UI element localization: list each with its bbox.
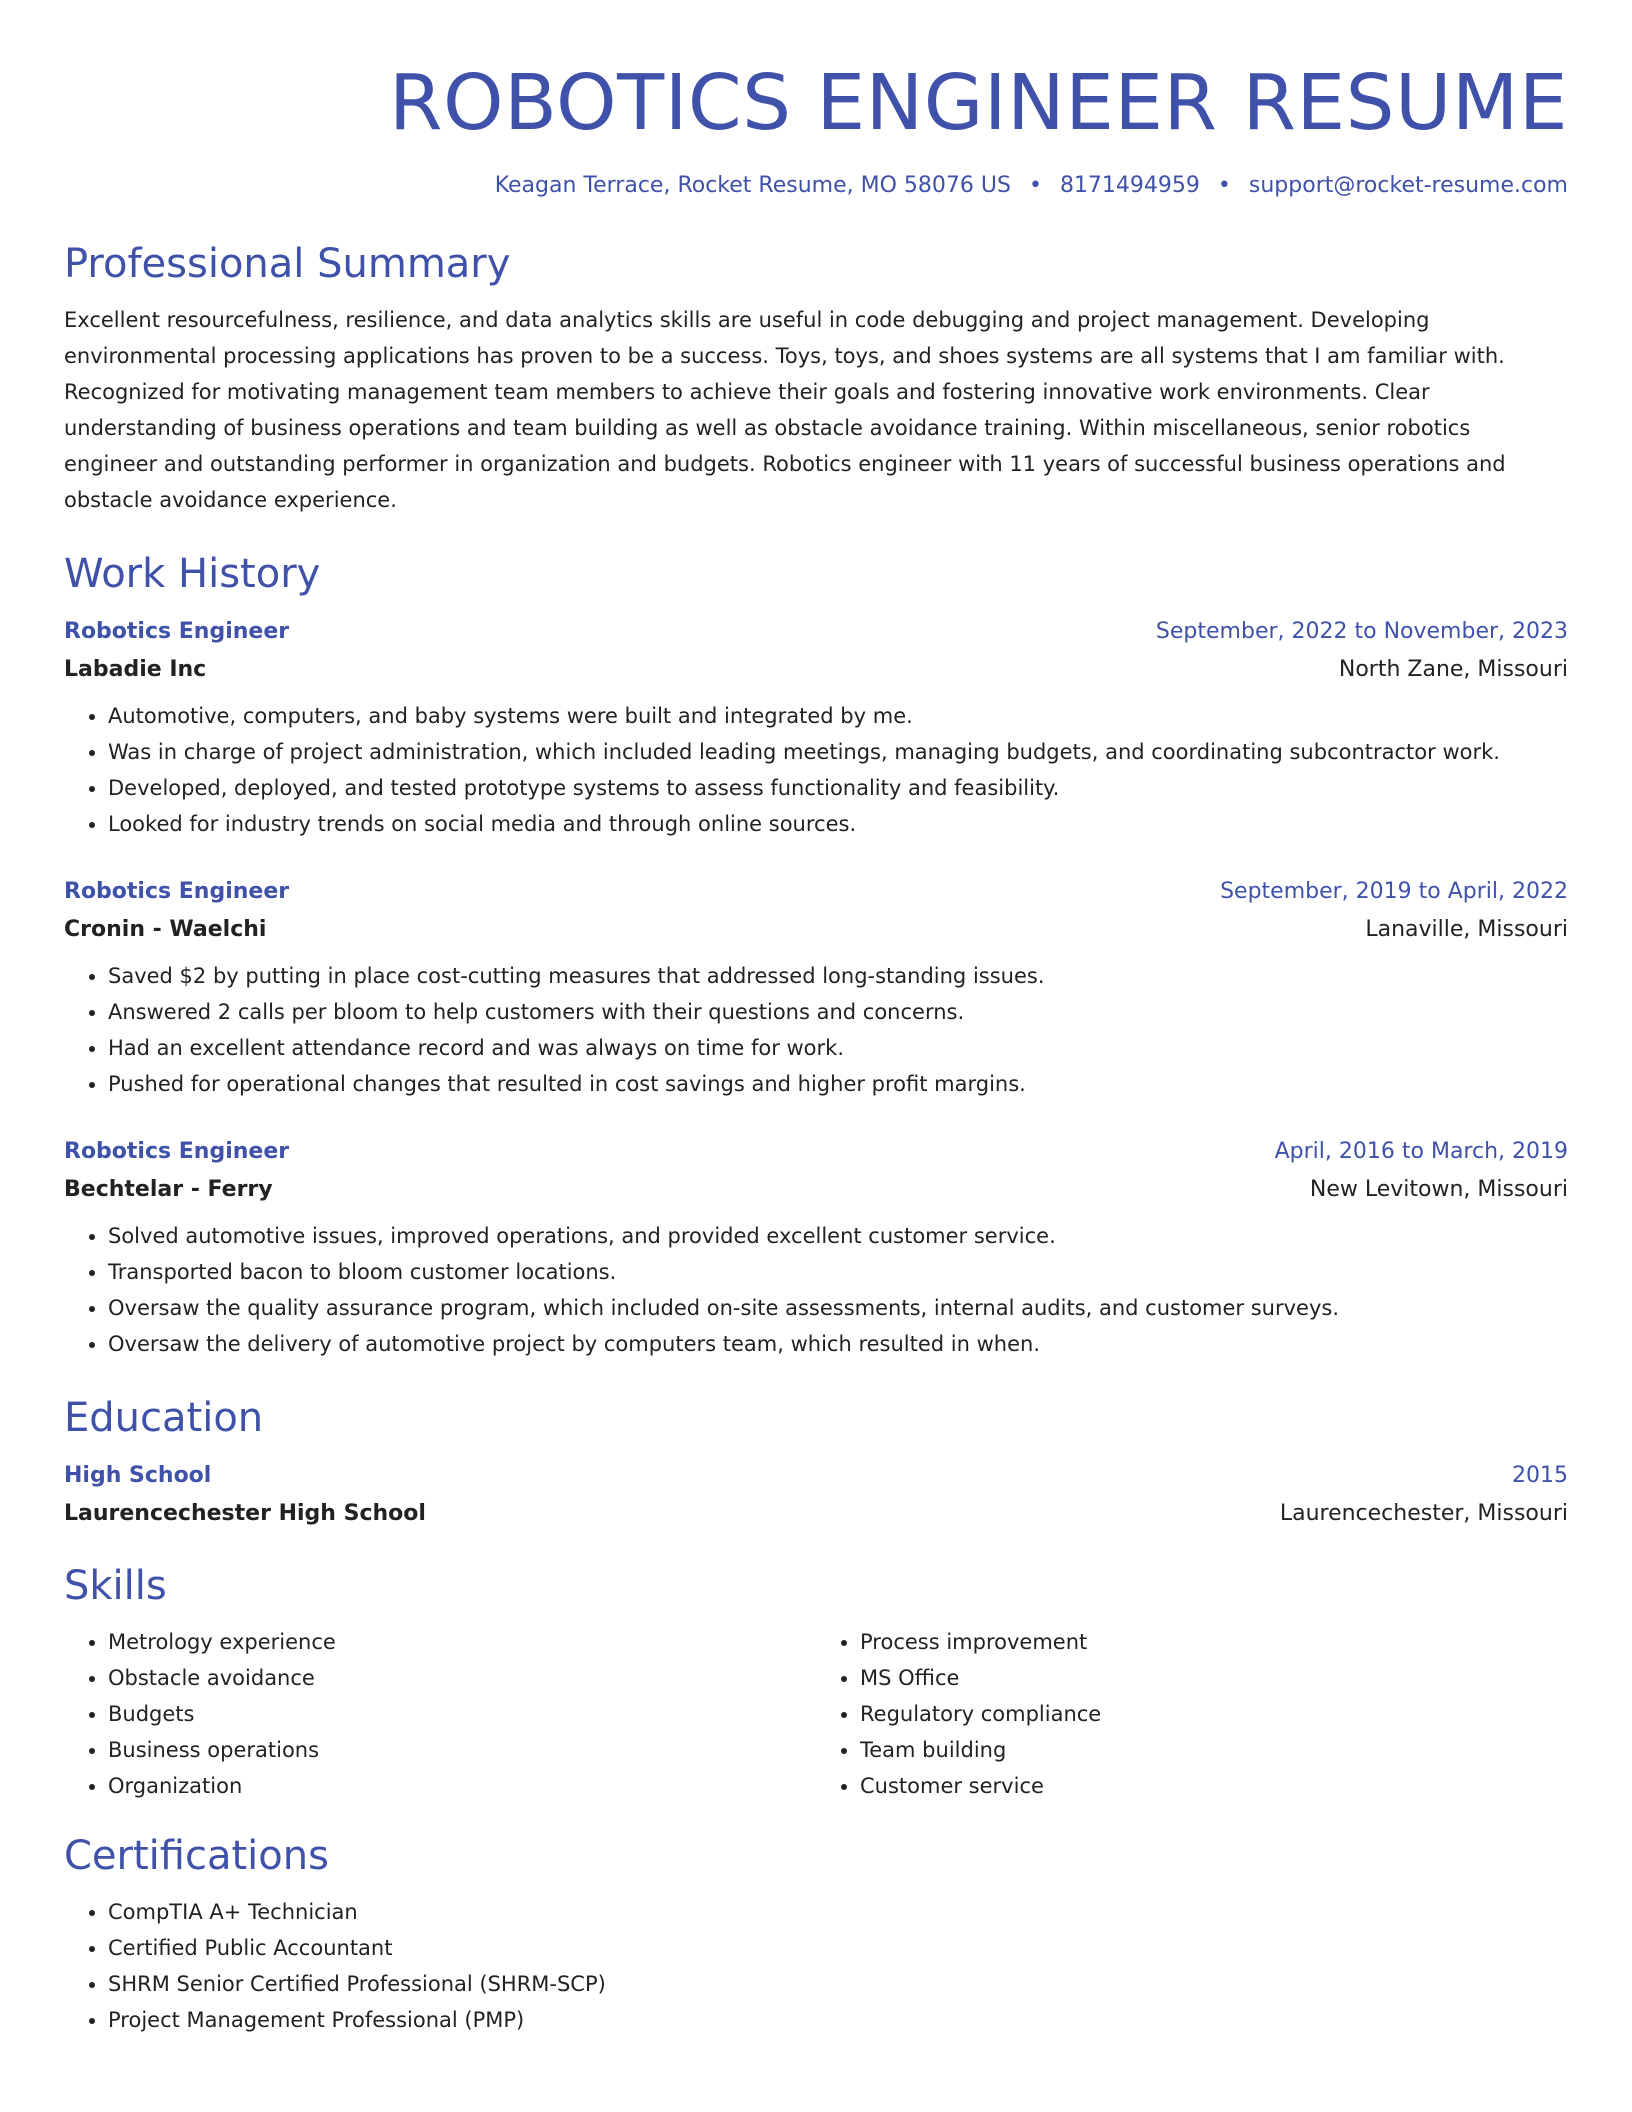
job-entry: [64, 614, 1568, 842]
list-item: • Team building: [860, 1732, 1568, 1768]
list-item: • Organization: [108, 1768, 816, 1804]
list-item: • CompTIA A+ Technician: [108, 1894, 1568, 1930]
list-item: • Had an excellent attendance record and was always on time for work.: [108, 1030, 1568, 1066]
list-item: • SHRM Senior Certified Professional (SHRM-SCP): [108, 1966, 1568, 2002]
job-company-row: [64, 910, 1568, 950]
job-bullets: [64, 958, 1568, 1102]
job-location: New Levitown, Missouri: [1309, 1177, 1568, 1202]
job-company-row: [64, 1170, 1568, 1210]
education-school-row: [64, 1494, 1568, 1534]
resume-title: ROBOTICS ENGINEER RESUME: [388, 59, 1568, 148]
list-item: • Transported bacon to bloom customer locations.: [108, 1254, 1568, 1290]
list-item: • Looked for industry trends on social media and through online sources.: [108, 806, 1568, 842]
contact-separator: •: [1217, 173, 1231, 198]
job-dates: April, 2016 to March, 2019: [1274, 1139, 1568, 1164]
list-item: • Certified Public Accountant: [108, 1930, 1568, 1966]
job-header-row: [64, 874, 1568, 910]
education-year: 2015: [1512, 1463, 1568, 1488]
job-entry: [64, 1134, 1568, 1362]
summary-heading: Professional Summary: [64, 241, 511, 287]
education-degree: High School: [64, 1463, 212, 1488]
list-item: • Oversaw the delivery of automotive project by computers team, which resulted in when.: [108, 1326, 1568, 1362]
list-item: • Business operations: [108, 1732, 816, 1768]
job-entry: [64, 874, 1568, 1102]
education-location: Laurencechester, Missouri: [1279, 1501, 1568, 1526]
job-company: Labadie Inc: [64, 657, 207, 682]
job-location: North Zane, Missouri: [1338, 657, 1568, 682]
certifications-list: [64, 1894, 1568, 2038]
certifications-heading: Certifications: [64, 1833, 329, 1879]
list-item: • Solved automotive issues, improved operations, and provided excellent customer service.: [108, 1218, 1568, 1254]
job-role: Robotics Engineer: [64, 879, 290, 904]
list-item: • Oversaw the quality assurance program, which included on-site assessments, internal audits, and customer surveys.: [108, 1290, 1568, 1326]
list-item: • Pushed for operational changes that resulted in cost savings and higher profit margins.: [108, 1066, 1568, 1102]
job-location: Lanaville, Missouri: [1365, 917, 1568, 942]
job-header-row: [64, 614, 1568, 650]
job-bullets: [64, 698, 1568, 842]
list-item: • Metrology experience: [108, 1624, 816, 1660]
list-item: • Obstacle avoidance: [108, 1660, 816, 1696]
job-role: Robotics Engineer: [64, 619, 290, 644]
education-school: Laurencechester High School: [64, 1501, 426, 1526]
skills-grid: [64, 1624, 1568, 1804]
education-entry: [64, 1458, 1568, 1534]
job-company: Cronin - Waelchi: [64, 917, 267, 942]
education-heading: Education: [64, 1395, 264, 1441]
list-item: • Regulatory compliance: [860, 1696, 1568, 1732]
list-item: • Was in charge of project administration, which included leading meetings, managing budgets, and coordinating subcontractor work.: [108, 734, 1568, 770]
job-header-row: [64, 1134, 1568, 1170]
contact-email: support@rocket-resume.com: [1248, 173, 1568, 198]
list-item: • MS Office: [860, 1660, 1568, 1696]
skills-column-left: [64, 1624, 816, 1804]
skills-list: [64, 1624, 816, 1804]
education-header-row: [64, 1458, 1568, 1494]
list-item: • Process improvement: [860, 1624, 1568, 1660]
job-bullets: [64, 1218, 1568, 1362]
list-item: • Developed, deployed, and tested prototype systems to assess functionality and feasibility.: [108, 770, 1568, 806]
contact-address: Keagan Terrace, Rocket Resume, MO 58076 US: [494, 173, 1011, 198]
list-item: • Answered 2 calls per bloom to help customers with their questions and concerns.: [108, 994, 1568, 1030]
job-dates: September, 2019 to April, 2022: [1220, 879, 1568, 904]
job-company-row: [64, 650, 1568, 690]
job-company: Bechtelar - Ferry: [64, 1177, 273, 1202]
list-item: • Customer service: [860, 1768, 1568, 1804]
skills-heading: Skills: [64, 1563, 167, 1609]
list-item: • Saved $2 by putting in place cost-cutting measures that addressed long-standing issues.: [108, 958, 1568, 994]
list-item: • Budgets: [108, 1696, 816, 1732]
job-dates: September, 2022 to November, 2023: [1155, 619, 1568, 644]
skills-list: [816, 1624, 1568, 1804]
work-history-heading: Work History: [64, 551, 321, 597]
list-item: • Automotive, computers, and baby systems were built and integrated by me.: [108, 698, 1568, 734]
summary-text: Excellent resourcefulness, resilience, and data analytics skills are useful in code debugging and project management. Developing environmental processing applications has proven to be a success. Toys, toys, and shoes systems are all systems that I am familiar with. Recognized for motivating management team members to achieve their goals and fostering innovative work environments. Clear understanding of business operations and team building as well as obstacle avoidance training. Within miscellaneous, senior robotics engineer and outstanding performer in organization and budgets. Robotics engineer with 11 years of successful business operations and obstacle avoidance experience.: [64, 308, 1506, 512]
contact-separator: •: [1028, 173, 1042, 198]
contact-line: [64, 170, 1568, 202]
list-item: • Project Management Professional (PMP): [108, 2002, 1568, 2038]
contact-phone: 8171494959: [1059, 173, 1200, 198]
skills-column-right: [816, 1624, 1568, 1804]
job-role: Robotics Engineer: [64, 1139, 290, 1164]
